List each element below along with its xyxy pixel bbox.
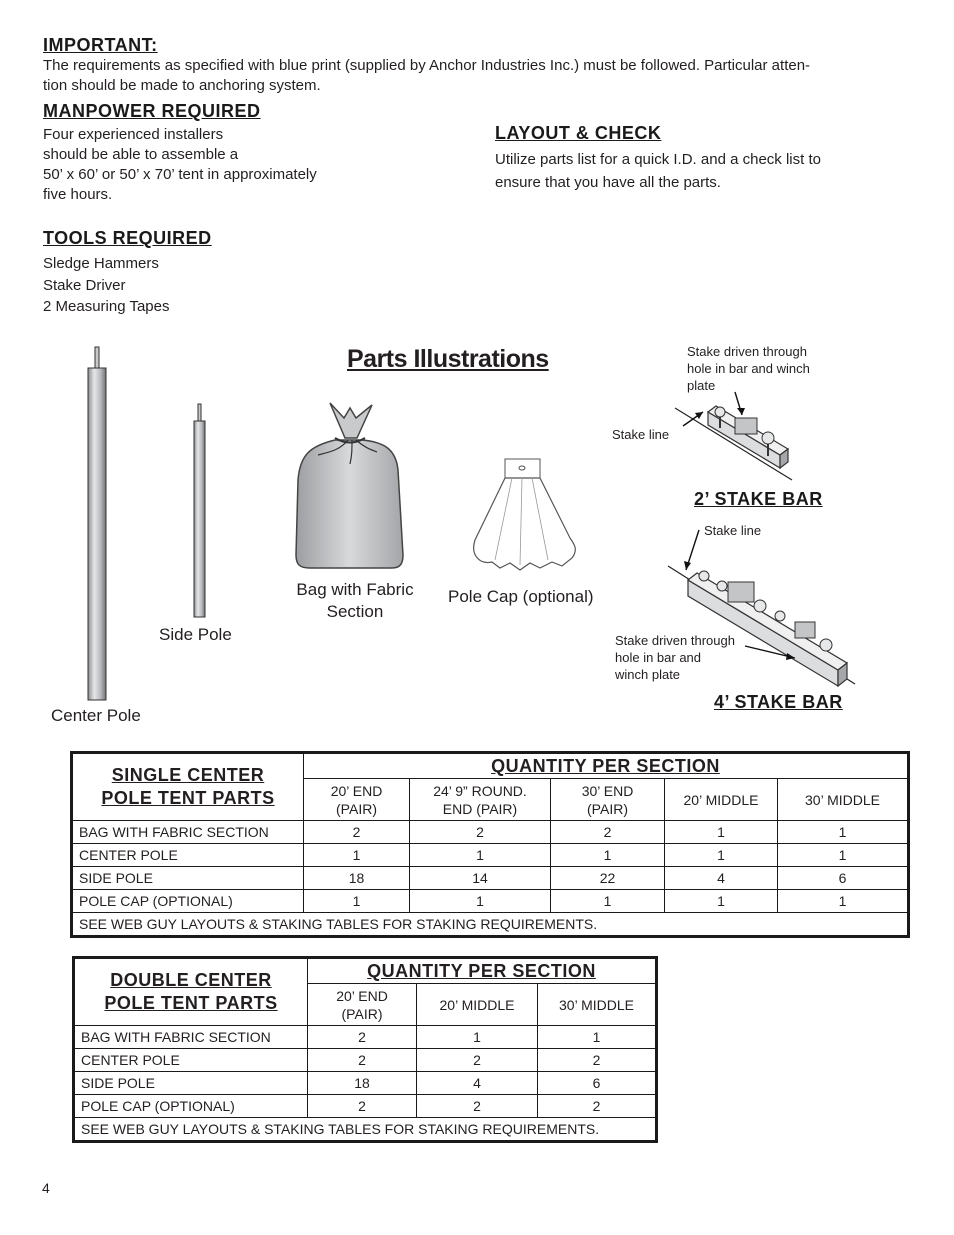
manpower-line: 50’ x 60’ or 50’ x 70’ tent in approximately [43, 166, 317, 183]
page-number: 4 [42, 1180, 50, 1196]
stake2-note [687, 343, 810, 394]
stake4-note-line: hole in bar and [615, 650, 702, 665]
stake4-line-label: Stake line [704, 523, 762, 538]
cell: 2 [551, 821, 665, 844]
table-note: SEE WEB GUY LAYOUTS & STAKING TABLES FOR STAKING REQUIREMENTS. [74, 1118, 657, 1142]
table-title-line: DOUBLE CENTER [110, 970, 272, 990]
tool-item: Sledge Hammers [43, 255, 159, 272]
table-title-line: POLE TENT PARTS [104, 993, 278, 1013]
illustrations-title: Parts Illustrations [347, 345, 549, 373]
stake-bar-2ft-icon [675, 392, 792, 480]
cell: 2 [410, 821, 551, 844]
stake-bar-2ft-label: 2’ STAKE BAR [694, 489, 823, 509]
cell: 2 [308, 1026, 417, 1049]
column-header: 30’ MIDDLE [538, 984, 657, 1026]
manpower-text [43, 125, 317, 205]
cell: 6 [778, 867, 909, 890]
cell: 2 [308, 1095, 417, 1118]
table-row [74, 1026, 657, 1049]
cell: 6 [538, 1072, 657, 1095]
stake4-note-line: Stake driven through [615, 633, 735, 648]
table-note-row [72, 913, 909, 937]
column-header: 30’ MIDDLE [778, 779, 909, 821]
important-line: tion should be made to anchoring system. [43, 77, 321, 94]
cell: 14 [410, 867, 551, 890]
cell: 1 [665, 890, 778, 913]
cell: 1 [665, 821, 778, 844]
layout-check-heading: LAYOUT & CHECK [495, 123, 662, 143]
cell: 2 [417, 1095, 538, 1118]
bag-label-line: Bag with Fabric [296, 580, 414, 599]
stake4-note [615, 632, 735, 683]
cell: 2 [538, 1095, 657, 1118]
column-header: 20’ END (PAIR) [308, 984, 417, 1026]
fabric-bag-icon [296, 403, 403, 568]
cell: 2 [308, 1049, 417, 1072]
cell: 18 [308, 1072, 417, 1095]
table-title-line: SINGLE CENTER [111, 765, 265, 785]
table-row [74, 1072, 657, 1095]
table-row [72, 844, 909, 867]
table-row [72, 867, 909, 890]
column-header: 20’ MIDDLE [417, 984, 538, 1026]
manpower-line: Four experienced installers [43, 126, 224, 143]
row-name: POLE CAP (OPTIONAL) [74, 1095, 308, 1118]
table-title [74, 958, 308, 1026]
row-name: BAG WITH FABRIC SECTION [72, 821, 304, 844]
row-name: SIDE POLE [74, 1072, 308, 1095]
stake2-note-line: hole in bar and winch [687, 361, 810, 376]
table-row [72, 821, 909, 844]
important-text [43, 56, 810, 96]
table-title-line: POLE TENT PARTS [101, 788, 275, 808]
important-heading: IMPORTANT: [43, 35, 158, 55]
quantity-header: QUANTITY PER SECTION [308, 958, 657, 984]
tool-item: 2 Measuring Tapes [43, 298, 170, 315]
important-line: The requirements as specified with blue print (supplied by Anchor Industries Inc.) must be followed. Particular atten- [43, 57, 811, 74]
tool-item: Stake Driver [43, 276, 126, 294]
side-pole-icon [194, 404, 205, 617]
cell: 4 [665, 867, 778, 890]
table-header-row [74, 958, 657, 984]
row-name: CENTER POLE [72, 844, 304, 867]
cell: 1 [665, 844, 778, 867]
bag-label-line: Section [326, 602, 384, 621]
cell: 18 [304, 867, 410, 890]
table-note: SEE WEB GUY LAYOUTS & STAKING TABLES FOR STAKING REQUIREMENTS. [72, 913, 909, 937]
cell: 1 [778, 890, 909, 913]
table-row [74, 1049, 657, 1072]
table-row [72, 890, 909, 913]
pole-cap-icon [474, 459, 576, 570]
stake-bar-4ft-label: 4’ STAKE BAR [714, 692, 843, 712]
cell: 1 [410, 890, 551, 913]
cell: 2 [304, 821, 410, 844]
row-name: SIDE POLE [72, 867, 304, 890]
cell: 1 [410, 844, 551, 867]
cell: 1 [778, 821, 909, 844]
stake4-note-line: winch plate [615, 667, 681, 682]
table-row [74, 1095, 657, 1118]
table-header-row [72, 753, 909, 779]
cell: 1 [551, 890, 665, 913]
bag-label [285, 579, 425, 623]
cell: 1 [417, 1026, 538, 1049]
column-header: 20’ MIDDLE [665, 779, 778, 821]
cell: 1 [778, 844, 909, 867]
center-pole-icon [88, 347, 106, 700]
cell: 1 [304, 890, 410, 913]
row-name: POLE CAP (OPTIONAL) [72, 890, 304, 913]
tools-heading: TOOLS REQUIRED [43, 228, 212, 248]
column-header: 30’ END (PAIR) [551, 779, 665, 821]
layout-check-line: ensure that you have all the parts. [495, 174, 721, 191]
stake2-line-label: Stake line [612, 427, 670, 442]
side-pole-label: Side Pole [159, 625, 232, 644]
cell: 1 [551, 844, 665, 867]
manpower-line: five hours. [43, 186, 113, 203]
cell: 1 [304, 844, 410, 867]
quantity-header: QUANTITY PER SECTION [304, 753, 909, 779]
row-name: CENTER POLE [74, 1049, 308, 1072]
stake2-note-line: plate [687, 378, 716, 393]
layout-check-line: Utilize parts list for a quick I.D. and a check list to [495, 151, 821, 168]
layout-check-text [495, 148, 821, 194]
column-header: 20’ END (PAIR) [304, 779, 410, 821]
parts-illustrations [0, 330, 954, 730]
cell: 2 [538, 1049, 657, 1072]
cell: 1 [538, 1026, 657, 1049]
row-name: BAG WITH FABRIC SECTION [74, 1026, 308, 1049]
cell: 2 [417, 1049, 538, 1072]
tools-list [43, 253, 169, 318]
cell: 22 [551, 867, 665, 890]
table-note-row [74, 1118, 657, 1142]
column-header: 24’ 9” ROUND. END (PAIR) [410, 779, 551, 821]
pole-cap-label: Pole Cap (optional) [448, 587, 594, 606]
center-pole-label: Center Pole [51, 706, 141, 725]
double-center-parts-table [72, 956, 658, 1143]
stake2-note-line: Stake driven through [687, 344, 807, 359]
single-center-parts-table [70, 751, 910, 938]
manpower-heading: MANPOWER REQUIRED [43, 101, 261, 121]
cell: 4 [417, 1072, 538, 1095]
manpower-line: should be able to assemble a [43, 146, 239, 163]
table-title [72, 753, 304, 821]
